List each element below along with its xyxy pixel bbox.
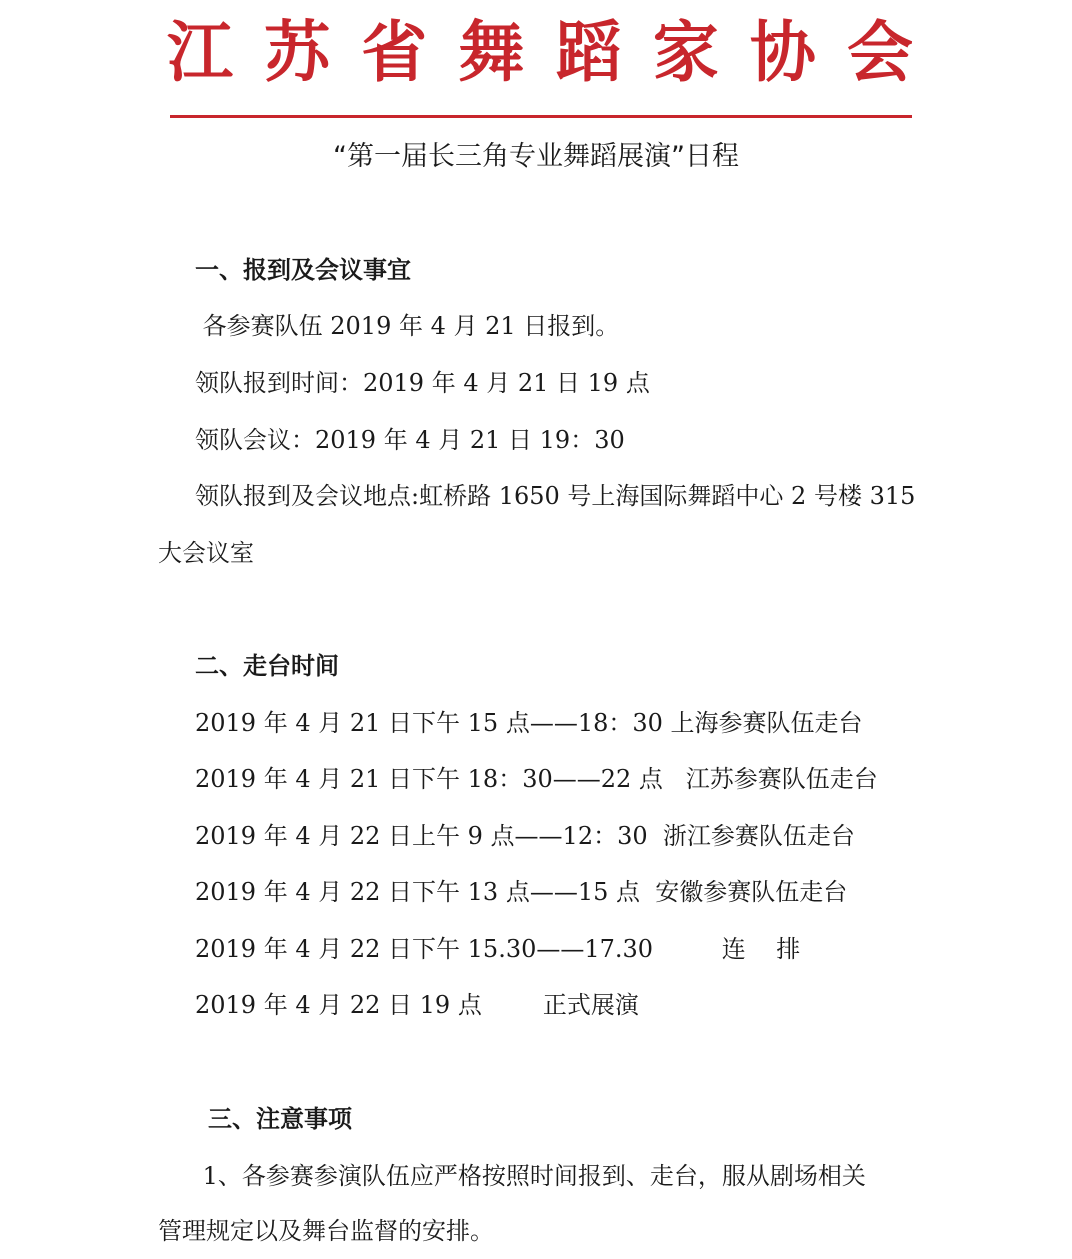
letterhead-org-name [160,12,920,92]
document-title: “第一届长三角专业舞蹈展演”日程 [333,141,739,172]
schedule-line: 2019 年 4 月 22 日下午 15.30——17.30 连 排 [195,935,801,963]
schedule-line: 2019 年 4 月 21 日下午 18：30——22 点 江苏参赛队伍走台 [195,765,878,793]
paragraph-line: 领队报到及会议地点:虹桥路 1650 号上海国际舞蹈中心 2 号楼 315 [195,482,916,510]
section-heading-notes: 三、注意事项 [208,1105,352,1133]
section-heading-rehearsal: 二、走台时间 [195,652,339,680]
letterhead-char: 江 [167,13,233,91]
letterhead-char: 协 [749,13,816,91]
letterhead-char: 省 [361,13,428,91]
letterhead-char: 会 [846,13,913,91]
letterhead-char: 蹈 [555,13,622,91]
paragraph-line: 1、各参赛参演队伍应严格按照时间报到、走台，服从剧场相关 [195,1162,866,1190]
letterhead-divider [170,115,912,118]
letterhead-char: 家 [652,13,719,91]
paragraph-line: 大会议室 [158,539,254,567]
letterhead-char: 苏 [264,13,331,91]
paragraph-line: 管理规定以及舞台监督的安排。 [158,1217,494,1245]
schedule-line: 2019 年 4 月 22 日上午 9 点——12：30 浙江参赛队伍走台 [195,822,855,850]
paragraph-line: 领队会议：2019 年 4 月 21 日 19：30 [195,426,625,454]
schedule-line: 2019 年 4 月 22 日下午 13 点——15 点 安徽参赛队伍走台 [195,878,848,906]
letterhead-char: 舞 [458,13,525,91]
section-heading-checkin: 一、报到及会议事宜 [195,256,411,284]
paragraph-line: 各参赛队伍 2019 年 4 月 21 日报到。 [195,312,620,340]
schedule-line: 2019 年 4 月 21 日下午 15 点——18：30 上海参赛队伍走台 [195,709,863,737]
schedule-line: 2019 年 4 月 22 日 19 点 正式展演 [195,991,639,1019]
paragraph-line: 领队报到时间：2019 年 4 月 21 日 19 点 [195,369,650,397]
